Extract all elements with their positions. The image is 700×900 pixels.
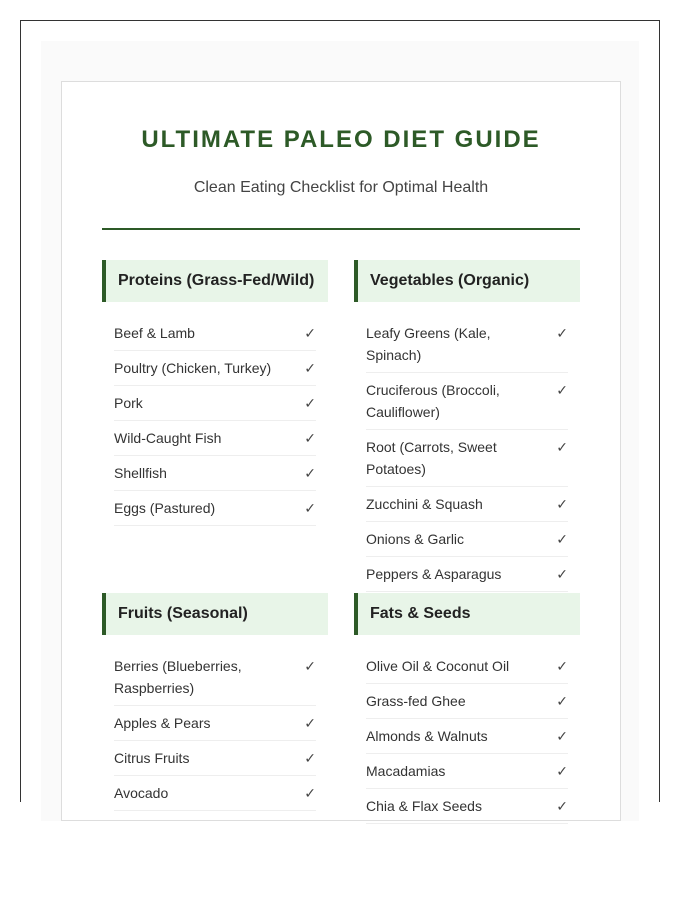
checklist-item-label: Peppers & Asparagus bbox=[366, 566, 502, 582]
checklist bbox=[114, 316, 316, 526]
checkmark-icon: ✓ bbox=[304, 395, 316, 411]
checkmark-icon: ✓ bbox=[304, 430, 316, 446]
checkmark-icon: ✓ bbox=[556, 798, 568, 814]
checklist bbox=[366, 316, 568, 592]
checkmark-icon: ✓ bbox=[556, 693, 568, 709]
checklist-item-label: Eggs (Pastured) bbox=[114, 500, 216, 516]
checkmark-icon: ✓ bbox=[304, 360, 316, 376]
checkmark-icon: ✓ bbox=[556, 763, 568, 779]
checklist-item bbox=[114, 706, 316, 741]
checklist-item bbox=[366, 649, 568, 684]
checkmark-icon: ✓ bbox=[304, 658, 316, 674]
checklist-item bbox=[366, 754, 568, 789]
checklist-item bbox=[366, 684, 568, 719]
checkmark-icon: ✓ bbox=[556, 496, 568, 512]
title-divider bbox=[102, 228, 580, 230]
checklist-item bbox=[114, 649, 316, 706]
checkmark-icon: ✓ bbox=[556, 566, 568, 582]
checklist bbox=[114, 649, 316, 811]
checklist-item bbox=[366, 789, 568, 824]
checklist-item-label: Beef & Lamb bbox=[114, 325, 195, 341]
checklist-item-label: Root (Carrots, Sweet Potatoes) bbox=[366, 439, 497, 477]
checklist-item-label: Berries (Blueberries, Raspberries) bbox=[114, 658, 242, 696]
checkmark-icon: ✓ bbox=[556, 658, 568, 674]
guide-sheet bbox=[61, 81, 621, 821]
checklist-item-label: Apples & Pears bbox=[114, 715, 211, 731]
checklist-item bbox=[114, 316, 316, 351]
checklist-item-label: Wild-Caught Fish bbox=[114, 430, 222, 446]
checkmark-icon: ✓ bbox=[304, 785, 316, 801]
checkmark-icon: ✓ bbox=[304, 750, 316, 766]
checklist bbox=[366, 649, 568, 824]
checklist-item bbox=[114, 386, 316, 421]
checklist-item bbox=[366, 316, 568, 373]
checklist-item bbox=[366, 487, 568, 522]
section-header: Proteins (Grass-Fed/Wild) bbox=[102, 260, 328, 302]
section-header: Vegetables (Organic) bbox=[354, 260, 580, 302]
section-vegetables bbox=[354, 260, 580, 592]
section-fruits bbox=[102, 593, 328, 811]
checklist-item bbox=[366, 522, 568, 557]
checklist-item-label: Olive Oil & Coconut Oil bbox=[366, 658, 510, 674]
section-header: Fruits (Seasonal) bbox=[102, 593, 328, 635]
checklist-item bbox=[366, 557, 568, 592]
checklist-item-label: Citrus Fruits bbox=[114, 750, 190, 766]
checklist-item-label: Poultry (Chicken, Turkey) bbox=[114, 360, 272, 376]
checkmark-icon: ✓ bbox=[304, 715, 316, 731]
checklist-item bbox=[114, 351, 316, 386]
checkmark-icon: ✓ bbox=[304, 500, 316, 516]
checkmark-icon: ✓ bbox=[556, 439, 568, 455]
checklist-item-label: Avocado bbox=[114, 785, 169, 801]
checklist-item bbox=[114, 421, 316, 456]
checklist-item bbox=[366, 430, 568, 487]
checklist-item bbox=[114, 776, 316, 811]
checklist-item-label: Grass-fed Ghee bbox=[366, 693, 466, 709]
section-header: Fats & Seeds bbox=[354, 593, 580, 635]
checklist-item bbox=[114, 741, 316, 776]
checklist-item-label: Cruciferous (Broccoli, Cauliflower) bbox=[366, 382, 500, 420]
checkmark-icon: ✓ bbox=[304, 465, 316, 481]
checkmark-icon: ✓ bbox=[556, 728, 568, 744]
checklist-item-label: Zucchini & Squash bbox=[366, 496, 483, 512]
checkmark-icon: ✓ bbox=[556, 531, 568, 547]
checklist-item bbox=[114, 491, 316, 526]
section-proteins bbox=[102, 260, 328, 526]
section-fats-seeds bbox=[354, 593, 580, 824]
checklist-item bbox=[114, 456, 316, 491]
checkmark-icon: ✓ bbox=[304, 325, 316, 341]
checklist-item bbox=[366, 373, 568, 430]
checklist-item-label: Leafy Greens (Kale, Spinach) bbox=[366, 325, 491, 363]
page-frame bbox=[20, 20, 660, 814]
page-title: ULTIMATE PALEO DIET GUIDE bbox=[141, 126, 541, 153]
checkmark-icon: ✓ bbox=[556, 382, 568, 398]
checkmark-icon: ✓ bbox=[556, 325, 568, 341]
checklist-item bbox=[366, 719, 568, 754]
checklist-item-label: Pork bbox=[114, 395, 143, 411]
checklist-item-label: Almonds & Walnuts bbox=[366, 728, 488, 744]
checklist-item-label: Onions & Garlic bbox=[366, 531, 465, 547]
checklist-item-label: Shellfish bbox=[114, 465, 167, 481]
checklist-item-label: Macadamias bbox=[366, 763, 446, 779]
page-subtitle: Clean Eating Checklist for Optimal Health bbox=[193, 179, 489, 196]
checklist-item-label: Chia & Flax Seeds bbox=[366, 798, 482, 814]
